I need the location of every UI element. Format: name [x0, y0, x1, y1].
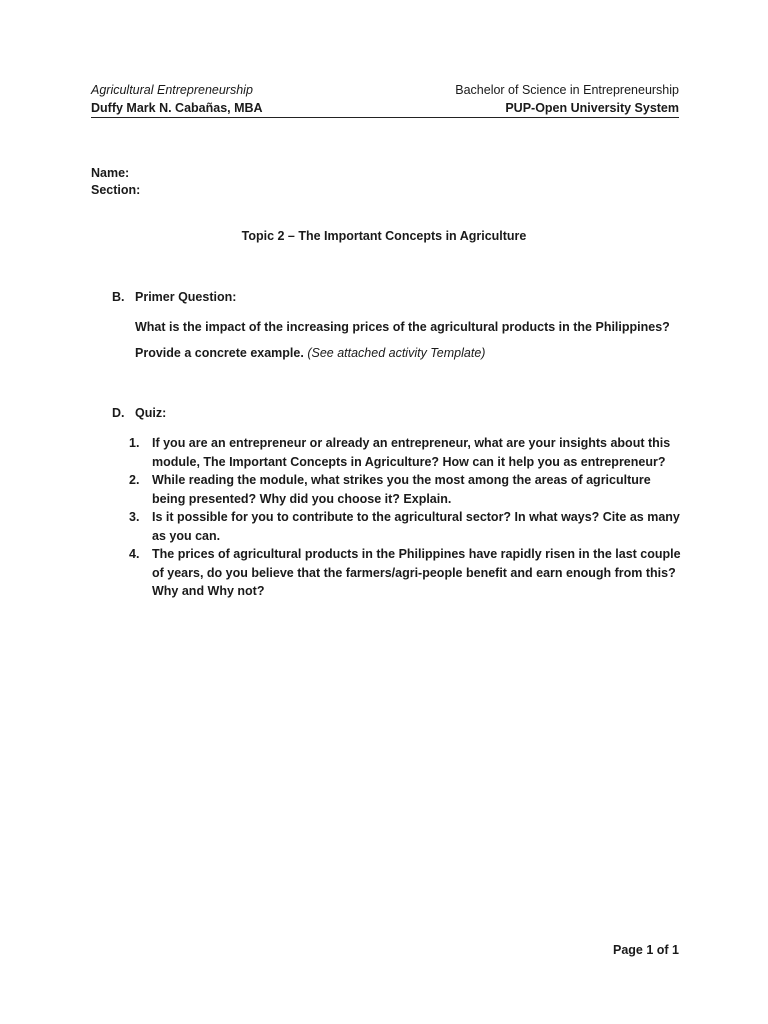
page-number: Page 1 of 1 [613, 943, 679, 957]
page-header [91, 81, 679, 118]
course-title: Agricultural Entrepreneurship [91, 83, 253, 97]
section-d-letter: D. [112, 406, 125, 420]
quiz-item [129, 545, 682, 601]
primer-line-1: What is the impact of the increasing prices of the agricultural products in the Philippines? [135, 320, 670, 334]
header-right [455, 81, 679, 117]
section-d-title: Quiz: [135, 406, 167, 420]
section-d-heading [112, 404, 682, 422]
quiz-item-text: Is it possible for you to contribute to the agricultural sector? In what ways? Cite as many as you can. [152, 510, 680, 543]
quiz-item-number: 4. [129, 547, 140, 561]
quiz-item-number: 2. [129, 473, 140, 487]
section-b-letter: B. [112, 290, 125, 304]
quiz-item-number: 1. [129, 436, 140, 450]
quiz-item-text: The prices of agricultural products in the Philippines have rapidly risen in the last couple of years, do you believe that the farmers/agri-people benefit and earn enough from this? Why and Why not? [152, 547, 681, 598]
quiz-item [129, 471, 682, 508]
primer-example-text: Provide a concrete example. [135, 346, 304, 360]
section-primer-question [112, 288, 682, 366]
primer-template-note: (See attached activity Template) [307, 346, 486, 360]
program-name: Bachelor of Science in Entrepreneurship [455, 83, 679, 97]
quiz-item [129, 434, 682, 471]
topic-title: Topic 2 – The Important Concepts in Agriculture [241, 229, 527, 243]
quiz-item-text: While reading the module, what strikes you the most among the areas of agriculture being presented? Why did you choose it? Explain. [152, 473, 651, 506]
quiz-item [129, 508, 682, 545]
name-label: Name: [91, 166, 130, 180]
section-label: Section: [91, 183, 141, 197]
quiz-list [129, 434, 682, 601]
section-b-heading [112, 288, 682, 306]
institution-name: PUP-Open University System [505, 101, 679, 115]
quiz-item-number: 3. [129, 510, 140, 524]
section-quiz [112, 404, 682, 601]
quiz-item-text: If you are an entrepreneur or already an entrepreneur, what are your insights about this module, The Important Concepts in Agriculture? How can it help you as entrepreneur? [152, 436, 671, 469]
instructor-name: Duffy Mark N. Cabañas, MBA [91, 101, 263, 115]
primer-question-text [135, 314, 682, 366]
student-fields [91, 165, 140, 199]
section-b-title: Primer Question: [135, 290, 237, 304]
header-left [91, 81, 263, 117]
primer-line-2 [135, 340, 682, 366]
